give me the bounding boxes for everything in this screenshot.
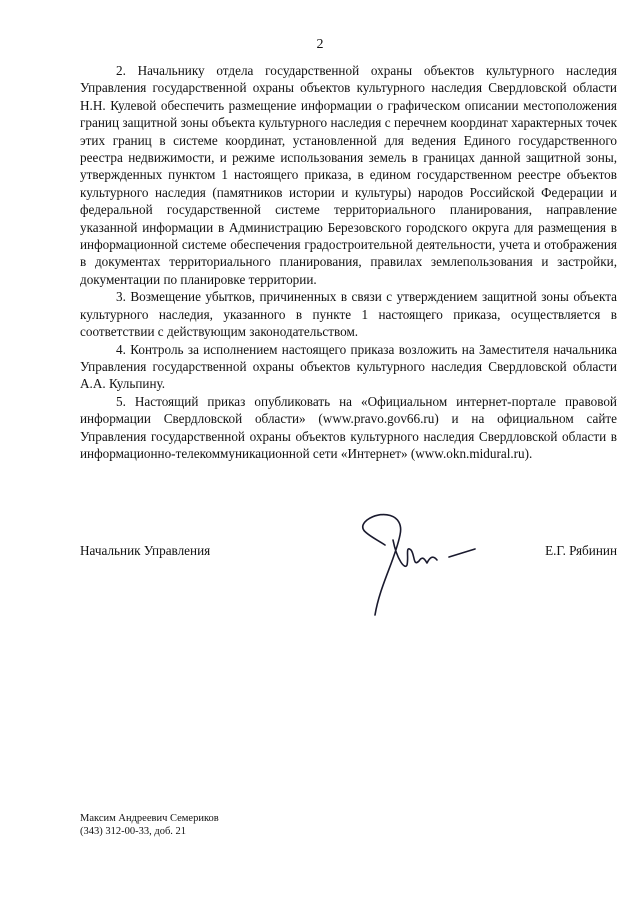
signatory-title: Начальник Управления [80,543,211,558]
signature-row [80,543,617,563]
signatory-name: Е.Г. Рябинин [545,543,617,558]
executor-info [80,812,219,838]
executor-name: Максим Андреевич Семериков [80,813,219,824]
handwritten-signature [345,505,495,625]
executor-phone: (343) 312-00-33, доб. 21 [80,826,187,837]
paragraph-4: 4. Контроль за исполнением настоящего приказа возложить на Заместителя начальника Управления государственной охраны объектов культурного наследия Свердловской области А.А. Кульпину. [80,341,617,392]
paragraph-2: 2. Начальнику отдела государственной охраны объектов культурного наследия Управления государственной охраны объектов культурного наследия Свердловской области Н.Н. Кулевой обеспечить размещение информации о графическом описании местоположения границ защитной зоны объекта культурного наследия с перечнем координат характерных точек этих границ в системе координат, установленной для ведения Единого государственного реестра недвижимости, и режиме использования земель в границах данной защитной зоны, утвержденных пунктом 1 настоящего приказа, в едином государственном реестре объектов культурного наследия (памятников истории и культуры) народов Российской Федерации и федеральной государственной системе территориального планирования, направление указанной информации в Администрацию Березовского городского округа для размещения в информационной системе обеспечения градостроительной деятельности, учета и отображения в документах территориального планирования, правилах землепользования и застройки, документации по планировке территории. [80,63,617,287]
paragraph-3: 3. Возмещение убытков, причиненных в связи с утверждением защитной зоны объекта культурного наследия, указанного в пункте 1 настоящего приказа, осуществляется в соответствии с действующим законодательством. [80,289,617,340]
document-body [80,62,617,462]
page-number: 2 [316,37,324,52]
paragraph-5: 5. Настоящий приказ опубликовать на «Официальном интернет-портале правовой информации Свердловской области» (www.pravo.gov66.ru) и на официальном сайте Управления государственной охраны объектов культурного наследия Свердловской области в информационно-телекоммуникационной сети «Интернет» (www.okn.midural.ru). [80,393,617,461]
